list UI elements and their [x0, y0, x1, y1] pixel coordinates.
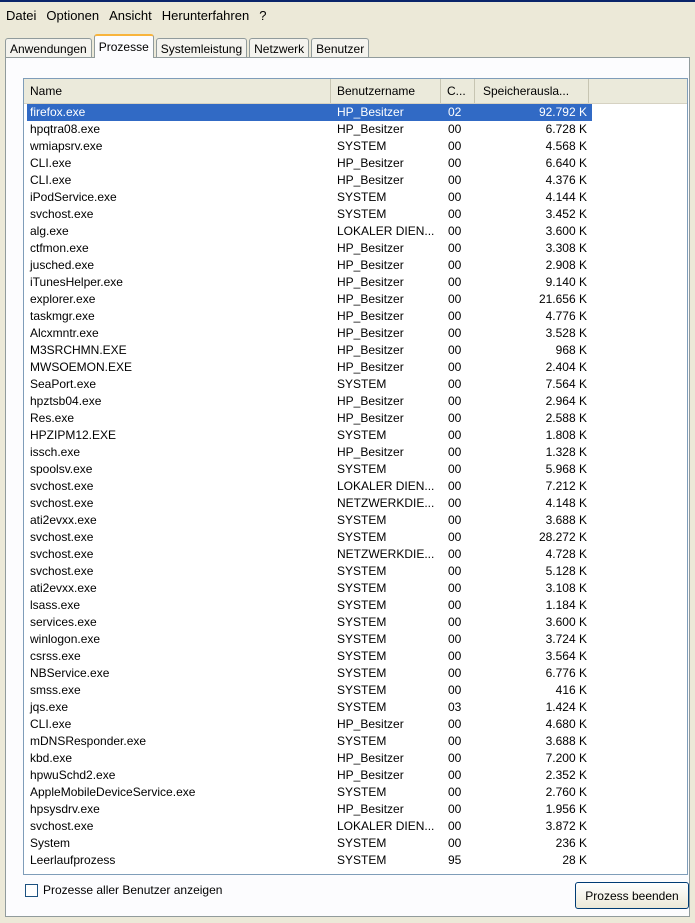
process-memory-cell: 3.452 K — [545, 207, 587, 221]
process-cpu-cell: 00 — [448, 768, 462, 782]
table-row[interactable] — [27, 733, 592, 750]
process-name-cell: ati2evxx.exe — [30, 513, 97, 527]
process-name-cell: svchost.exe — [30, 547, 94, 561]
process-memory-cell: 2.588 K — [545, 411, 587, 425]
process-user-cell: SYSTEM — [337, 581, 387, 595]
process-name-cell: taskmgr.exe — [30, 309, 95, 323]
process-name-cell: ati2evxx.exe — [30, 581, 97, 595]
table-row[interactable] — [27, 104, 592, 121]
process-cpu-cell: 02 — [444, 104, 478, 121]
process-user-cell: SYSTEM — [337, 462, 387, 476]
process-name-cell: mDNSResponder.exe — [30, 734, 147, 748]
process-memory-cell: 92.792 K — [478, 104, 592, 121]
menu-options[interactable]: Optionen — [46, 8, 100, 23]
tab-applications[interactable]: Anwendungen — [5, 38, 92, 58]
process-memory-cell: 7.212 K — [545, 479, 587, 493]
process-cpu-cell: 00 — [448, 462, 462, 476]
process-user-cell: SYSTEM — [337, 513, 387, 527]
process-cpu-cell: 00 — [448, 751, 462, 765]
process-cpu-cell: 00 — [448, 836, 462, 850]
table-row[interactable] — [27, 648, 592, 665]
process-name-cell: svchost.exe — [30, 530, 94, 544]
process-memory-cell: 1.328 K — [545, 445, 587, 459]
process-memory-cell: 3.308 K — [545, 241, 587, 255]
process-memory-cell: 28.272 K — [538, 530, 587, 544]
process-name-cell: svchost.exe — [30, 819, 94, 833]
process-memory-cell: 3.108 K — [545, 581, 587, 595]
column-header-memory[interactable]: Speicherausla... — [475, 79, 589, 103]
process-name-cell: HPZIPM12.EXE — [30, 428, 117, 442]
process-memory-cell: 416 K — [555, 683, 587, 697]
process-cpu-cell: 00 — [448, 360, 462, 374]
process-user-cell: LOKALER DIEN... — [337, 479, 435, 493]
process-cpu-cell: 00 — [448, 139, 462, 153]
table-row[interactable] — [27, 835, 592, 852]
process-cpu-cell: 00 — [448, 122, 462, 136]
process-memory-cell: 1.956 K — [545, 802, 587, 816]
process-cpu-cell: 00 — [448, 547, 462, 561]
menu-file[interactable]: Datei — [6, 8, 37, 23]
show-all-users-option[interactable] — [25, 883, 222, 897]
process-cpu-cell: 00 — [448, 377, 462, 391]
process-memory-cell: 4.680 K — [545, 717, 587, 731]
process-memory-cell: 2.964 K — [545, 394, 587, 408]
show-all-users-checkbox[interactable] — [25, 884, 38, 897]
process-name-cell: alg.exe — [30, 224, 69, 238]
process-memory-cell: 3.688 K — [545, 513, 587, 527]
process-user-cell: HP_Besitzer — [334, 104, 444, 121]
process-cpu-cell: 00 — [448, 394, 462, 408]
process-memory-cell: 6.776 K — [545, 666, 587, 680]
process-memory-cell: 3.600 K — [545, 615, 587, 629]
process-user-cell: HP_Besitzer — [337, 241, 404, 255]
process-cpu-cell: 00 — [448, 802, 462, 816]
process-cpu-cell: 00 — [448, 224, 462, 238]
process-name-cell: M3SRCHMN.EXE — [30, 343, 127, 357]
process-list[interactable] — [23, 78, 688, 875]
process-user-cell: HP_Besitzer — [337, 258, 404, 272]
process-cpu-cell: 00 — [448, 683, 462, 697]
process-name-cell: System — [30, 836, 71, 850]
table-row[interactable] — [27, 750, 592, 767]
process-user-cell: HP_Besitzer — [337, 122, 404, 136]
show-all-users-label[interactable]: Prozesse aller Benutzer anzeigen — [43, 883, 223, 897]
list-header — [24, 79, 687, 104]
table-row[interactable] — [27, 444, 592, 461]
process-user-cell: SYSTEM — [337, 853, 387, 867]
process-user-cell: SYSTEM — [337, 836, 387, 850]
process-user-cell: HP_Besitzer — [337, 717, 404, 731]
process-user-cell: SYSTEM — [337, 377, 387, 391]
menu-bar — [0, 2, 695, 30]
process-memory-cell: 2.352 K — [545, 768, 587, 782]
process-cpu-cell: 00 — [448, 275, 462, 289]
process-user-cell: HP_Besitzer — [337, 292, 404, 306]
process-cpu-cell: 00 — [448, 207, 462, 221]
end-process-button[interactable]: Prozess beenden — [575, 882, 689, 909]
column-header-name[interactable]: Name — [24, 79, 331, 103]
process-name-cell: jqs.exe — [30, 700, 69, 714]
process-name-cell: svchost.exe — [30, 207, 94, 221]
process-memory-cell: 5.128 K — [545, 564, 587, 578]
process-cpu-cell: 00 — [448, 734, 462, 748]
table-row[interactable] — [27, 784, 592, 801]
table-row[interactable] — [27, 138, 592, 155]
process-name-cell: issch.exe — [30, 445, 81, 459]
table-row[interactable] — [27, 546, 592, 563]
table-row[interactable] — [27, 852, 592, 869]
process-rows — [27, 104, 592, 869]
process-name-cell: hpwuSchd2.exe — [30, 768, 116, 782]
process-name-cell: AppleMobileDeviceService.exe — [30, 785, 196, 799]
process-name-cell: svchost.exe — [30, 564, 94, 578]
process-user-cell: HP_Besitzer — [337, 343, 404, 357]
process-memory-cell: 6.728 K — [545, 122, 587, 136]
process-memory-cell: 2.404 K — [545, 360, 587, 374]
process-memory-cell: 3.724 K — [545, 632, 587, 646]
table-row[interactable] — [27, 529, 592, 546]
process-memory-cell: 3.528 K — [545, 326, 587, 340]
table-row[interactable] — [27, 461, 592, 478]
process-name-cell: lsass.exe — [30, 598, 81, 612]
process-memory-cell: 21.656 K — [538, 292, 587, 306]
process-name-cell: NBService.exe — [30, 666, 110, 680]
process-cpu-cell: 00 — [448, 785, 462, 799]
process-memory-cell: 3.688 K — [545, 734, 587, 748]
process-user-cell: HP_Besitzer — [337, 326, 404, 340]
process-name-cell: kbd.exe — [30, 751, 73, 765]
process-user-cell: HP_Besitzer — [337, 275, 404, 289]
process-user-cell: HP_Besitzer — [337, 309, 404, 323]
process-cpu-cell: 00 — [448, 819, 462, 833]
table-row[interactable] — [27, 393, 592, 410]
process-memory-cell: 4.376 K — [545, 173, 587, 187]
process-memory-cell: 4.728 K — [545, 547, 587, 561]
process-memory-cell: 968 K — [555, 343, 587, 357]
process-cpu-cell: 00 — [448, 598, 462, 612]
process-name-cell: svchost.exe — [30, 479, 94, 493]
process-name-cell: Leerlaufprozess — [30, 853, 116, 867]
process-cpu-cell: 00 — [448, 428, 462, 442]
process-cpu-cell: 00 — [448, 173, 462, 187]
process-name-cell: smss.exe — [30, 683, 81, 697]
table-row[interactable] — [27, 563, 592, 580]
process-user-cell: SYSTEM — [337, 139, 387, 153]
process-memory-cell: 3.600 K — [545, 224, 587, 238]
table-row[interactable] — [27, 512, 592, 529]
process-name-cell: csrss.exe — [30, 649, 81, 663]
process-name-cell: iTunesHelper.exe — [30, 275, 123, 289]
menu-help[interactable]: ? — [259, 8, 267, 23]
table-row[interactable] — [27, 172, 592, 189]
process-memory-cell: 4.776 K — [545, 309, 587, 323]
table-row[interactable] — [27, 325, 592, 342]
process-cpu-cell: 00 — [448, 326, 462, 340]
table-row[interactable] — [27, 121, 592, 138]
table-row[interactable] — [27, 665, 592, 682]
process-name-cell: CLI.exe — [30, 717, 72, 731]
table-row[interactable] — [27, 716, 592, 733]
process-name-cell: MWSOEMON.EXE — [30, 360, 133, 374]
process-user-cell: HP_Besitzer — [337, 411, 404, 425]
process-name-cell: services.exe — [30, 615, 97, 629]
process-name-cell: Alcxmntr.exe — [30, 326, 99, 340]
process-memory-cell: 5.968 K — [545, 462, 587, 476]
process-name-cell: Res.exe — [30, 411, 75, 425]
process-cpu-cell: 00 — [448, 258, 462, 272]
process-cpu-cell: 00 — [448, 241, 462, 255]
process-user-cell: HP_Besitzer — [337, 802, 404, 816]
process-name-cell: CLI.exe — [30, 173, 72, 187]
table-row[interactable] — [27, 274, 592, 291]
process-memory-cell: 7.564 K — [545, 377, 587, 391]
process-cpu-cell: 00 — [448, 615, 462, 629]
process-cpu-cell: 00 — [448, 496, 462, 510]
process-cpu-cell: 00 — [448, 190, 462, 204]
process-user-cell: HP_Besitzer — [337, 394, 404, 408]
table-row[interactable] — [27, 427, 592, 444]
table-row[interactable] — [27, 699, 592, 716]
process-user-cell: SYSTEM — [337, 428, 387, 442]
process-user-cell: SYSTEM — [337, 598, 387, 612]
process-name-cell: wmiapsrv.exe — [30, 139, 103, 153]
process-name-cell: CLI.exe — [30, 156, 72, 170]
table-row[interactable] — [27, 597, 592, 614]
process-user-cell: NETZWERKDIE... — [337, 496, 435, 510]
process-cpu-cell: 00 — [448, 411, 462, 425]
table-row[interactable] — [27, 580, 592, 597]
process-user-cell: SYSTEM — [337, 190, 387, 204]
process-cpu-cell: 00 — [448, 343, 462, 357]
table-row[interactable] — [27, 682, 592, 699]
process-memory-cell: 28 K — [562, 853, 587, 867]
process-user-cell: SYSTEM — [337, 530, 387, 544]
process-name-cell: spoolsv.exe — [30, 462, 93, 476]
tab-users[interactable]: Benutzer — [311, 38, 369, 58]
process-cpu-cell: 00 — [448, 513, 462, 527]
tab-network[interactable]: Netzwerk — [249, 38, 309, 58]
process-cpu-cell: 00 — [448, 666, 462, 680]
process-user-cell: HP_Besitzer — [337, 156, 404, 170]
tab-strip — [5, 34, 371, 58]
process-cpu-cell: 00 — [448, 649, 462, 663]
process-cpu-cell: 00 — [448, 564, 462, 578]
table-row[interactable] — [27, 495, 592, 512]
process-user-cell: SYSTEM — [337, 649, 387, 663]
process-user-cell: HP_Besitzer — [337, 768, 404, 782]
process-memory-cell: 2.908 K — [545, 258, 587, 272]
process-memory-cell: 3.564 K — [545, 649, 587, 663]
table-row[interactable] — [27, 308, 592, 325]
process-memory-cell: 1.424 K — [545, 700, 587, 714]
process-memory-cell: 4.148 K — [545, 496, 587, 510]
process-cpu-cell: 00 — [448, 309, 462, 323]
process-name-cell: ctfmon.exe — [30, 241, 89, 255]
table-row[interactable] — [27, 359, 592, 376]
process-name-cell: firefox.exe — [27, 104, 334, 121]
process-user-cell: HP_Besitzer — [337, 360, 404, 374]
process-name-cell: jusched.exe — [30, 258, 95, 272]
tab-performance[interactable]: Systemleistung — [156, 38, 247, 58]
process-memory-cell: 9.140 K — [545, 275, 587, 289]
process-name-cell: winlogon.exe — [30, 632, 101, 646]
process-cpu-cell: 95 — [448, 853, 462, 867]
table-row[interactable] — [27, 291, 592, 308]
process-cpu-cell: 00 — [448, 632, 462, 646]
process-user-cell: SYSTEM — [337, 683, 387, 697]
process-user-cell: HP_Besitzer — [337, 751, 404, 765]
process-name-cell: hpqtra08.exe — [30, 122, 101, 136]
table-row[interactable] — [27, 342, 592, 359]
table-row[interactable] — [27, 240, 592, 257]
process-memory-cell: 236 K — [555, 836, 587, 850]
process-user-cell: SYSTEM — [337, 666, 387, 680]
table-row[interactable] — [27, 223, 592, 240]
process-cpu-cell: 00 — [448, 445, 462, 459]
process-name-cell: svchost.exe — [30, 496, 94, 510]
process-user-cell: SYSTEM — [337, 615, 387, 629]
process-cpu-cell: 00 — [448, 292, 462, 306]
process-name-cell: hpsysdrv.exe — [30, 802, 100, 816]
process-user-cell: SYSTEM — [337, 632, 387, 646]
table-row[interactable] — [27, 189, 592, 206]
process-name-cell: explorer.exe — [30, 292, 96, 306]
process-user-cell: SYSTEM — [337, 785, 387, 799]
table-row[interactable] — [27, 206, 592, 223]
process-cpu-cell: 00 — [448, 717, 462, 731]
process-memory-cell: 1.184 K — [545, 598, 587, 612]
process-cpu-cell: 00 — [448, 156, 462, 170]
process-user-cell: SYSTEM — [337, 564, 387, 578]
process-memory-cell: 7.200 K — [545, 751, 587, 765]
table-row[interactable] — [27, 801, 592, 818]
table-row[interactable] — [27, 631, 592, 648]
process-memory-cell: 4.144 K — [545, 190, 587, 204]
process-user-cell: LOKALER DIEN... — [337, 819, 435, 833]
process-memory-cell: 1.808 K — [545, 428, 587, 442]
process-memory-cell: 6.640 K — [545, 156, 587, 170]
process-name-cell: iPodService.exe — [30, 190, 117, 204]
table-row[interactable] — [27, 410, 592, 427]
column-header-username[interactable]: Benutzername — [331, 79, 441, 103]
process-memory-cell: 4.568 K — [545, 139, 587, 153]
tab-processes[interactable]: Prozesse — [94, 34, 154, 58]
table-row[interactable] — [27, 257, 592, 274]
process-user-cell: SYSTEM — [337, 734, 387, 748]
table-row[interactable] — [27, 478, 592, 495]
process-cpu-cell: 03 — [448, 700, 462, 714]
table-row[interactable] — [27, 614, 592, 631]
process-cpu-cell: 00 — [448, 581, 462, 595]
table-row[interactable] — [27, 818, 592, 835]
table-row[interactable] — [27, 155, 592, 172]
process-user-cell: SYSTEM — [337, 700, 387, 714]
process-user-cell: SYSTEM — [337, 207, 387, 221]
menu-view[interactable]: Ansicht — [109, 8, 152, 23]
process-user-cell: HP_Besitzer — [337, 445, 404, 459]
table-row[interactable] — [27, 376, 592, 393]
process-name-cell: SeaPort.exe — [30, 377, 97, 391]
process-memory-cell: 3.872 K — [545, 819, 587, 833]
process-cpu-cell: 00 — [448, 530, 462, 544]
process-memory-cell: 2.760 K — [545, 785, 587, 799]
process-cpu-cell: 00 — [448, 479, 462, 493]
process-user-cell: HP_Besitzer — [337, 173, 404, 187]
process-user-cell: LOKALER DIEN... — [337, 224, 435, 238]
process-name-cell: hpztsb04.exe — [30, 394, 102, 408]
process-user-cell: NETZWERKDIE... — [337, 547, 435, 561]
column-header-cpu[interactable]: C... — [441, 79, 475, 103]
table-row[interactable] — [27, 767, 592, 784]
menu-shutdown[interactable]: Herunterfahren — [161, 8, 250, 23]
